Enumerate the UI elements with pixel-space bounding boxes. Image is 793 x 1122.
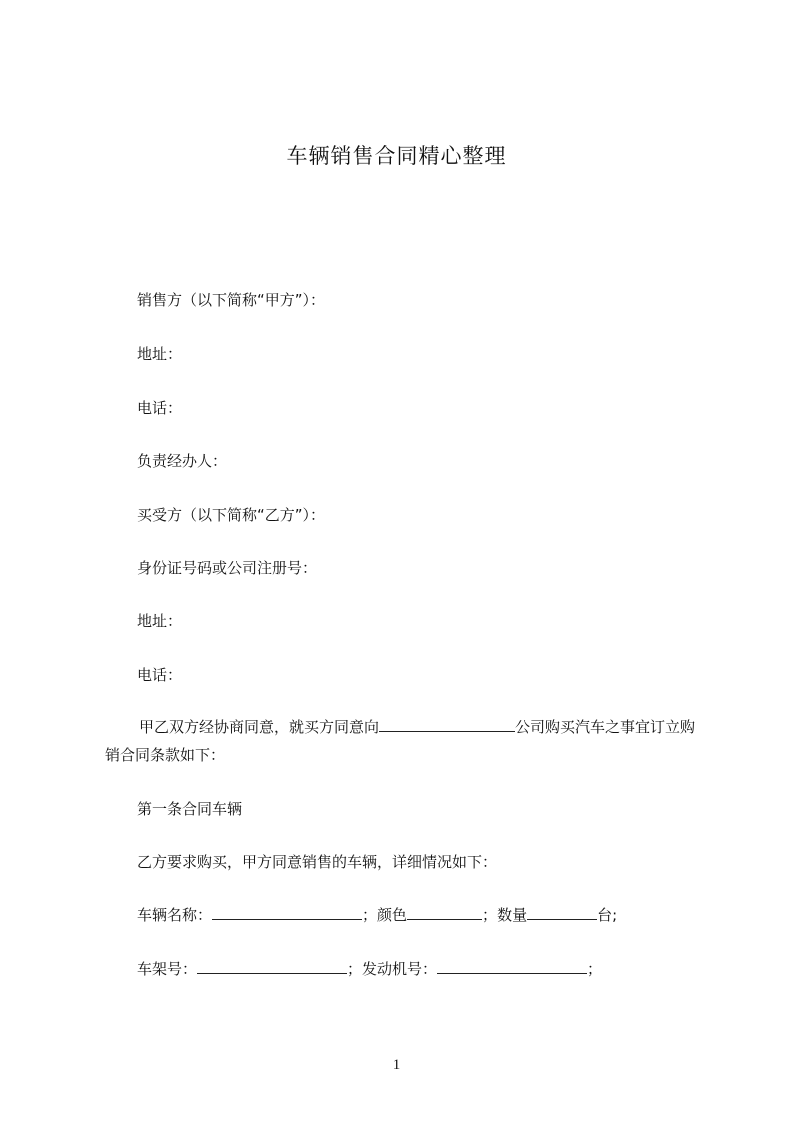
separator: ； xyxy=(362,906,378,924)
vehicle-name-label: 车辆名称： xyxy=(137,906,213,924)
frame-number-label: 车架号： xyxy=(137,960,198,978)
separator: ； xyxy=(347,960,363,978)
seller-address-label: 地址： xyxy=(137,345,183,363)
article1-text: 乙方要求购买，甲方同意销售的车辆，详细情况如下： xyxy=(137,853,498,871)
seller-contact-label: 负责经办人： xyxy=(137,452,228,470)
buyer-label: 买受方（以下简称“乙方”）： xyxy=(137,506,326,524)
document-title: 车辆销售合同精心整理 xyxy=(286,144,507,168)
color-label: 颜色 xyxy=(377,906,408,924)
separator: ； xyxy=(587,960,603,978)
intro-paragraph xyxy=(105,713,705,769)
unit-label: 台; xyxy=(597,906,618,924)
color-blank xyxy=(407,905,482,920)
vehicle-line xyxy=(137,904,617,926)
buyer-id-label: 身份证号码或公司注册号： xyxy=(137,559,318,577)
buyer-address-label: 地址： xyxy=(137,612,183,630)
seller-label: 销售方（以下简称“甲方”）： xyxy=(137,291,326,309)
buyer-phone-label: 电话： xyxy=(137,666,183,684)
quantity-label: 数量 xyxy=(497,906,528,924)
engine-number-blank xyxy=(437,959,587,974)
intro-text-part1: 甲乙双方经协商同意，就买方同意向 xyxy=(139,718,380,736)
company-blank xyxy=(379,717,515,732)
separator: ； xyxy=(482,906,498,924)
article1-heading: 第一条合同车辆 xyxy=(137,800,243,818)
seller-phone-label: 电话： xyxy=(137,399,183,417)
frame-engine-line xyxy=(137,958,602,980)
vehicle-name-blank xyxy=(212,905,362,920)
engine-number-label: 发动机号： xyxy=(362,960,438,978)
quantity-blank xyxy=(527,905,597,920)
intro-text-part2: 公司购买汽车之事宜订立购销合同条款如下： xyxy=(105,718,696,764)
page-number: 1 xyxy=(392,1057,401,1073)
frame-number-blank xyxy=(197,959,347,974)
